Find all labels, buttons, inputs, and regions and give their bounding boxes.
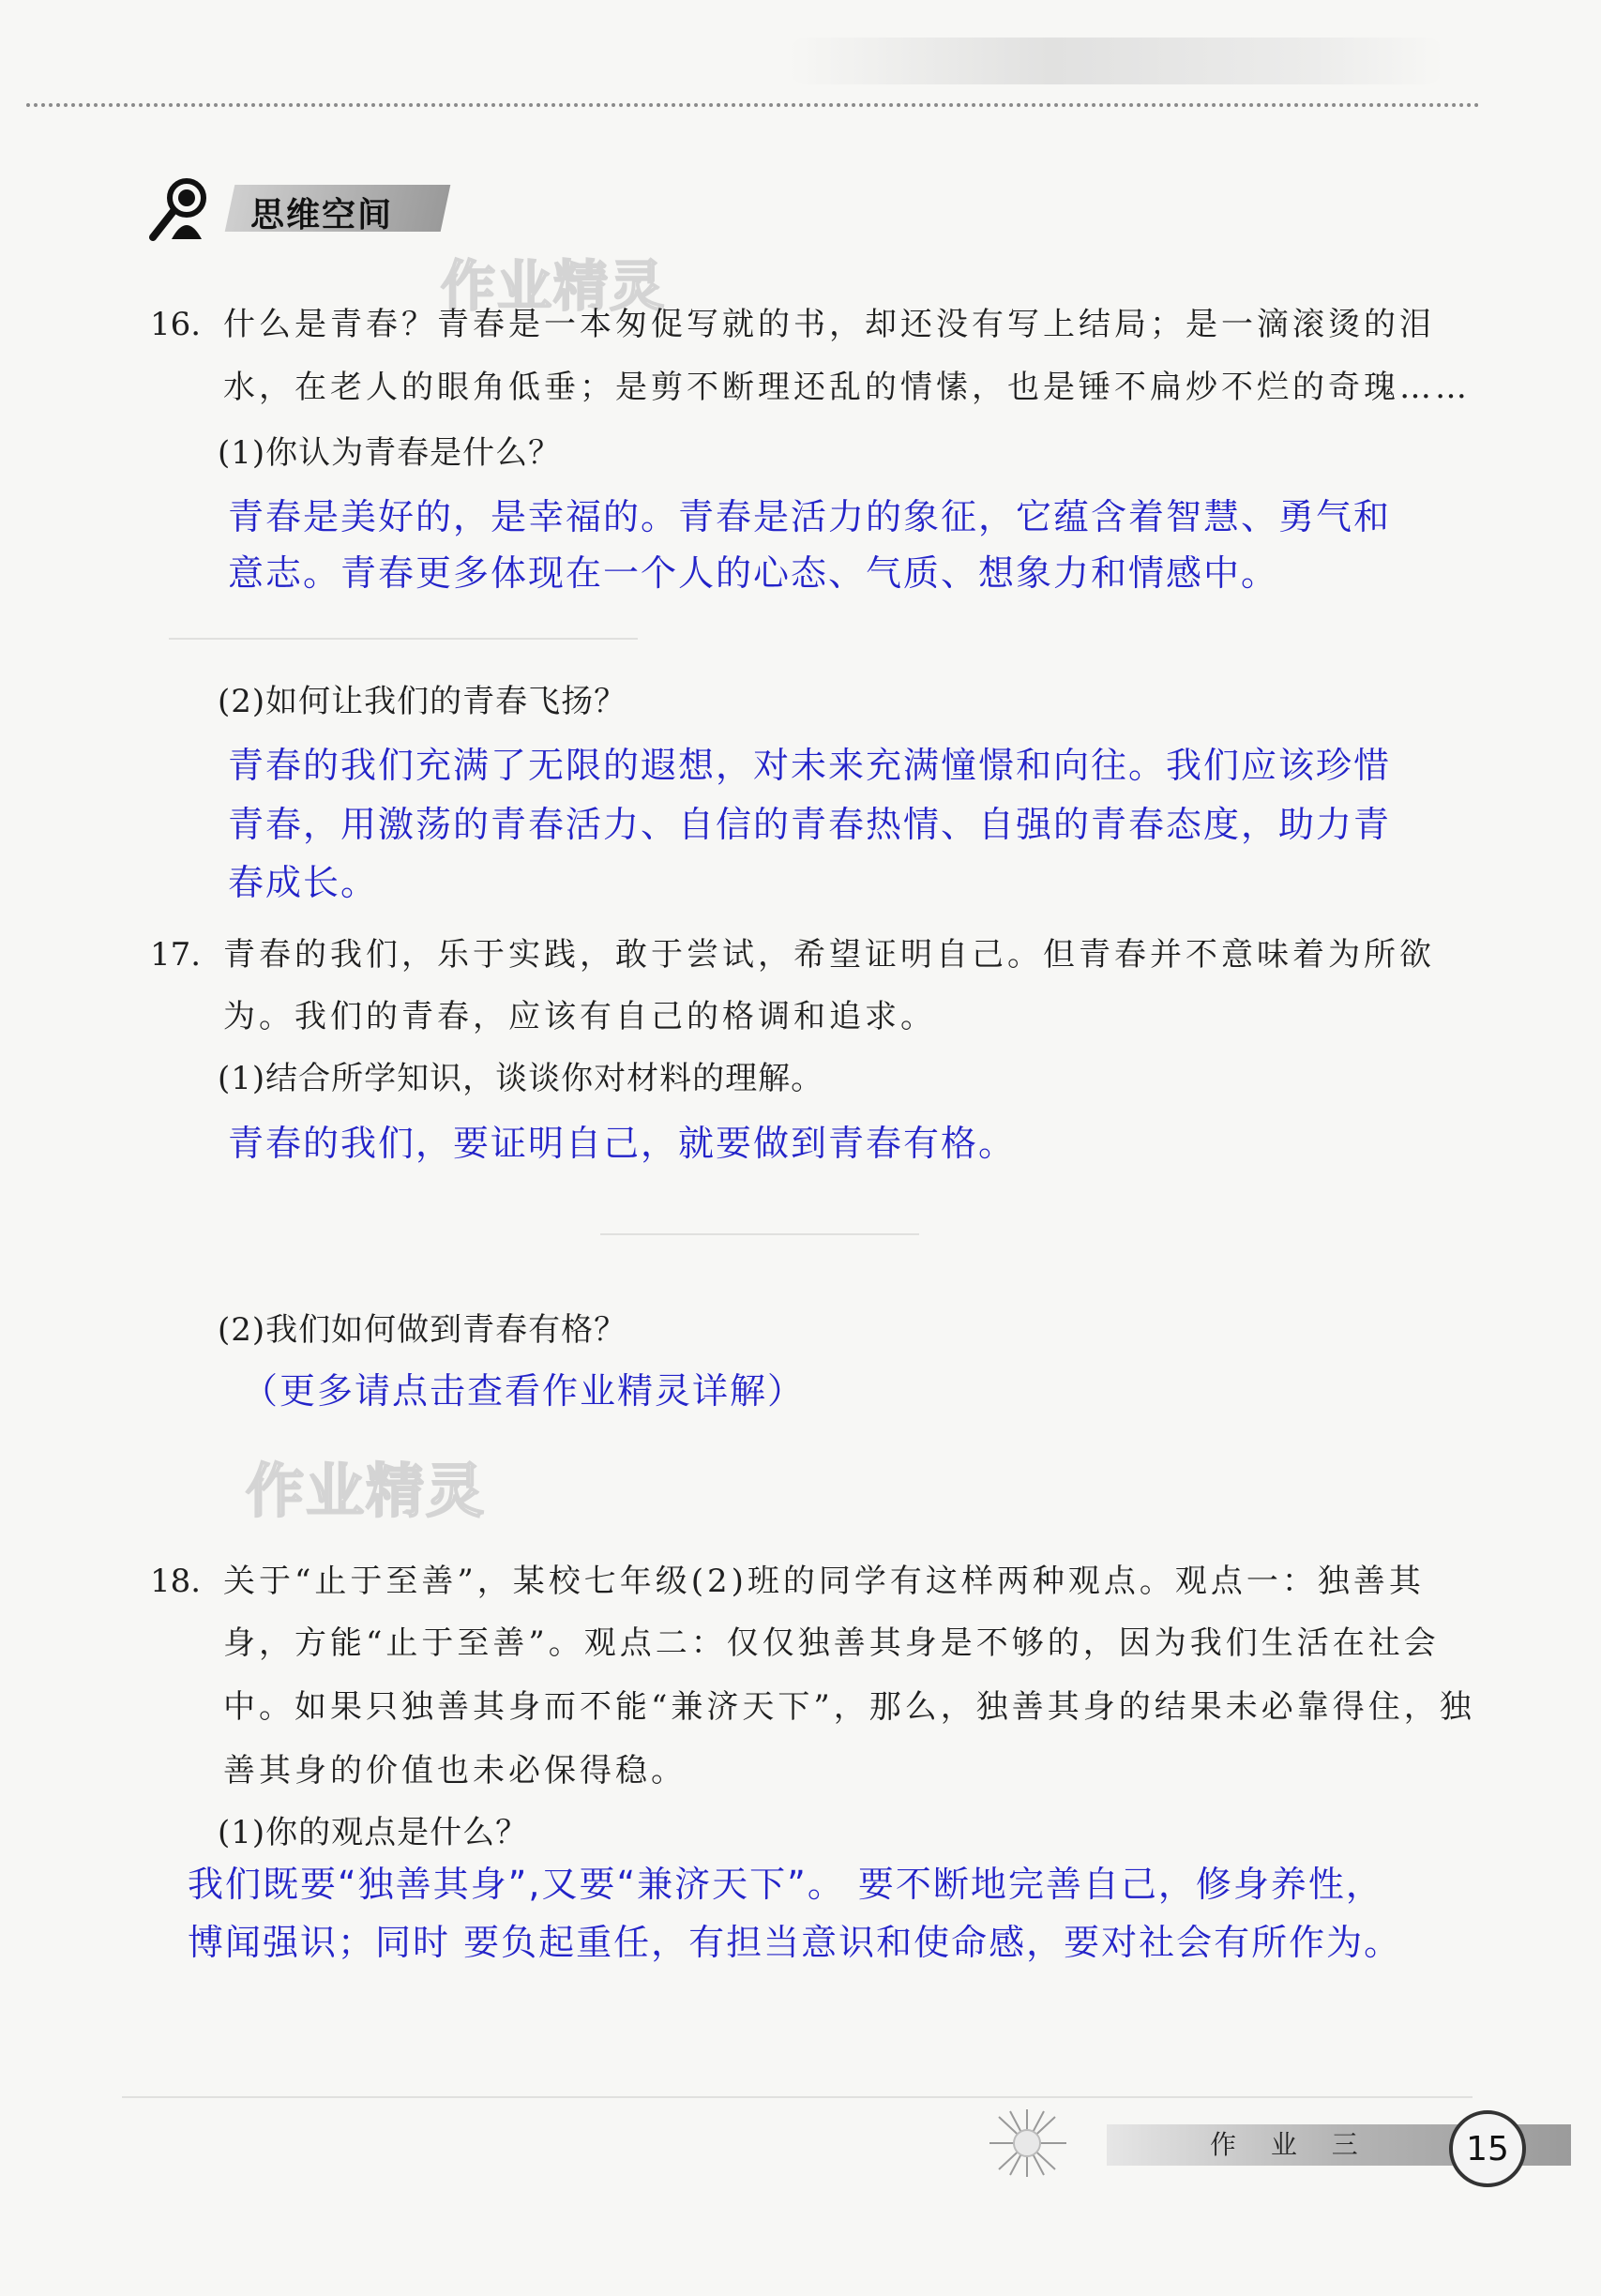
question-18-line-2: 身，方能“止于至善”。观点二：仅仅独善其身是不够的，因为我们生活在社会	[223, 1624, 1440, 1662]
question-number: 17.	[150, 936, 202, 974]
footer-label: 作 业 三	[1210, 2129, 1371, 2160]
sunburst-icon	[980, 2106, 1074, 2181]
section-header	[145, 174, 464, 249]
question-18-part-1: (1)你的观点是什么？	[218, 1814, 529, 1851]
answer-16-2-line-1: 青春的我们充满了无限的遐想，对未来充满憧憬和向往。我们应该珍惜	[228, 745, 1392, 786]
question-18-line-1: 18. 关于“止于至善”，某校七年级(2)班的同学有这样两种观点。观点一：独善其	[150, 1563, 1425, 1600]
question-17-part-1: (1)结合所学知识，谈谈你对材料的理解。	[218, 1060, 824, 1097]
question-16-part-2: (2)如何让我们的青春飞扬？	[218, 683, 627, 720]
watermark: 作业精灵	[246, 1457, 487, 1525]
answer-16-2-line-2: 青春，用激荡的青春活力、自信的青春热情、自强的青春态度，助力青	[228, 804, 1392, 845]
thinker-magnifier-icon	[145, 174, 220, 249]
question-16-part-1: (1)你认为青春是什么？	[218, 434, 562, 472]
question-number: 18.	[150, 1563, 202, 1600]
top-dotted-rule	[26, 103, 1480, 107]
scan-artifact	[169, 638, 638, 640]
answer-16-1-line-2: 意志。青春更多体现在一个人的心态、气质、想象力和情感中。	[228, 552, 1279, 594]
question-18-line-3: 中。如果只独善其身而不能“兼济天下”，那么，独善其身的结果未必靠得住，独	[223, 1688, 1475, 1726]
answer-17-2-link[interactable]: （更多请点击查看作业精灵详解）	[242, 1370, 806, 1412]
question-17-part-2: (2)我们如何做到青春有格？	[218, 1311, 627, 1349]
question-17-line-1: 17. 青春的我们，乐于实践，敢于尝试，希望证明自己。但青春并不意味着为所欲	[150, 936, 1435, 974]
answer-16-2-line-3: 春成长。	[228, 862, 379, 903]
scan-smudge	[788, 38, 1444, 84]
question-16-line-1: 16. 什么是青春？青春是一本匆促写就的书，却还没有写上结局；是一滴滚烫的泪	[150, 306, 1435, 343]
question-16-line-2: 水，在老人的眼角低垂；是剪不断理还乱的情愫，也是锤不扁炒不烂的奇瑰……	[223, 369, 1471, 406]
answer-18-1-line-1: 我们既要“独善其身”,又要“兼济天下”。 要不断地完善自己，修身养性，	[188, 1864, 1383, 1905]
scan-artifact	[600, 1233, 919, 1235]
watermark: 作业精灵	[441, 254, 667, 318]
answer-18-1-line-2: 博闻强识；同时 要负起重任，有担当意识和使命感，要对社会有所作为。	[188, 1922, 1402, 1963]
answer-16-1-line-1: 青春是美好的，是幸福的。青春是活力的象征，它蕴含着智慧、勇气和	[228, 496, 1392, 537]
question-number: 16.	[150, 306, 202, 343]
question-17-line-2: 为。我们的青春，应该有自己的格调和追求。	[223, 998, 936, 1035]
scan-artifact	[122, 2096, 1473, 2098]
answer-17-1: 青春的我们，要证明自己，就要做到青春有格。	[228, 1123, 1017, 1164]
section-title: 思维空间	[250, 196, 394, 234]
page-number: 15	[1449, 2110, 1526, 2187]
question-18-line-4: 善其身的价值也未必保得稳。	[223, 1752, 687, 1790]
